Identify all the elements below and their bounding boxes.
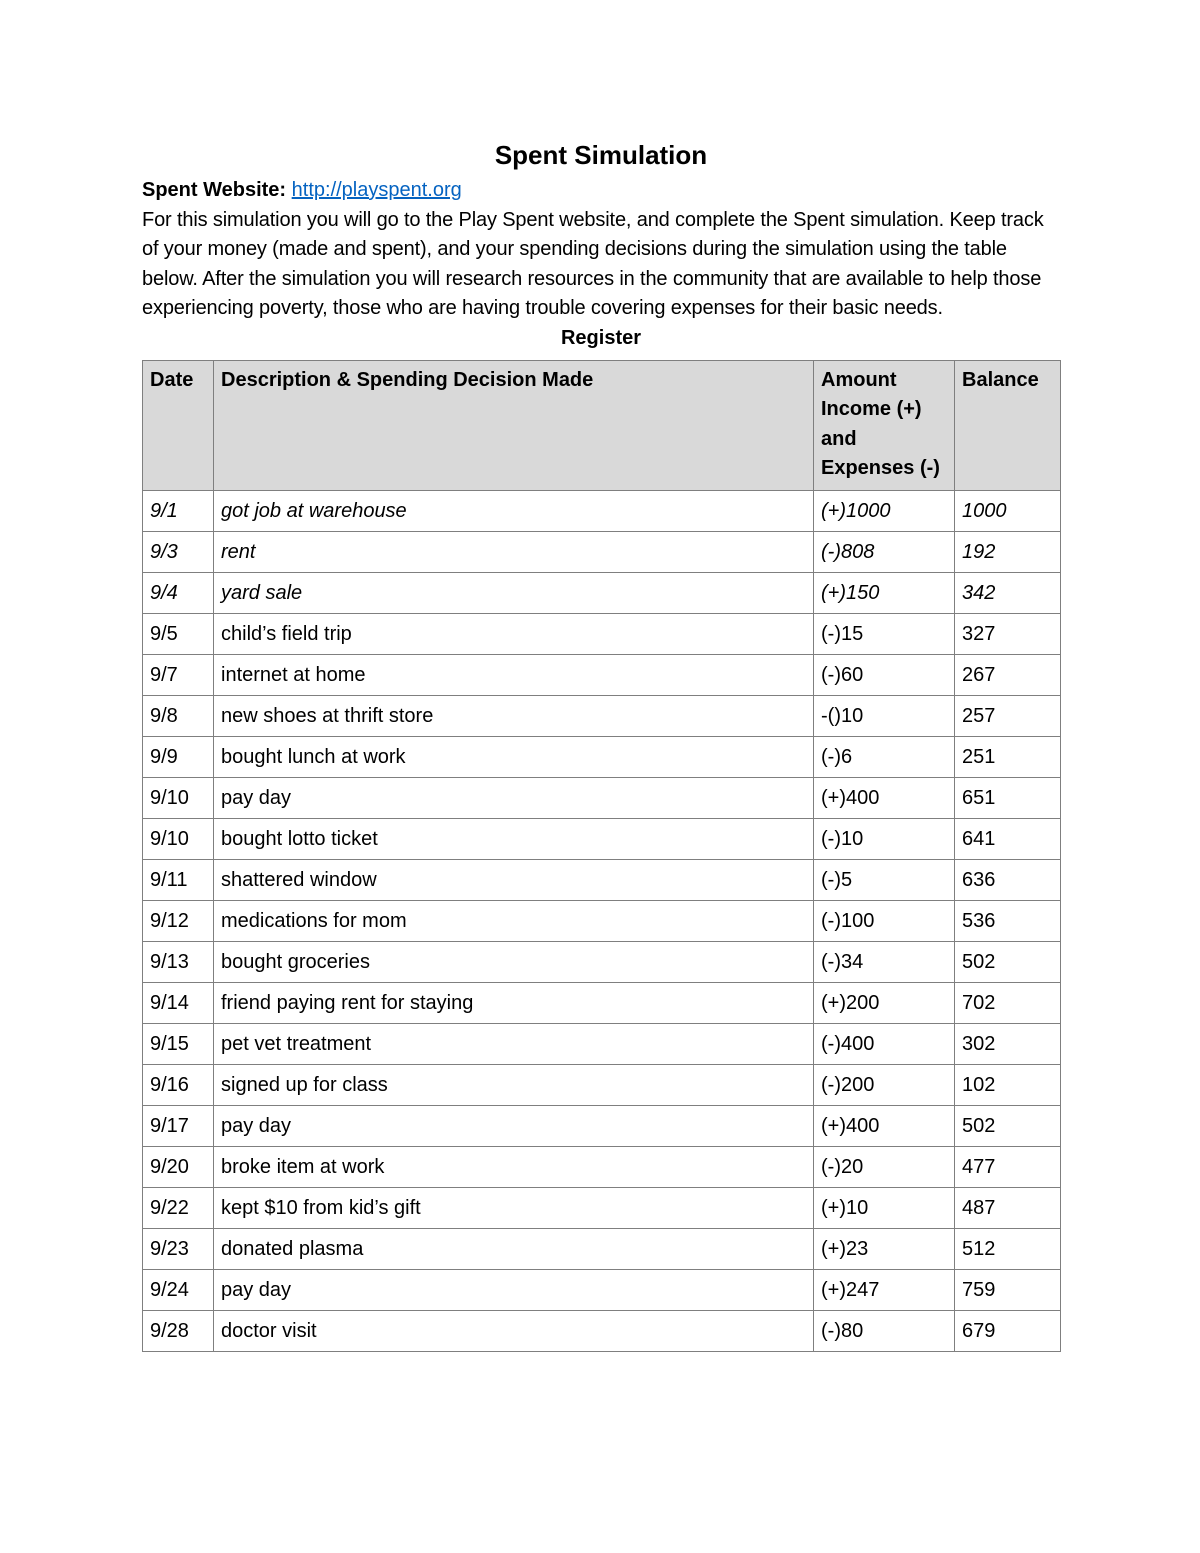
cell-date: 9/5 — [143, 613, 214, 654]
table-row — [143, 777, 1061, 818]
table-row — [143, 900, 1061, 941]
cell-balance: 487 — [955, 1187, 1061, 1228]
page-title: Spent Simulation — [494, 140, 708, 170]
cell-date: 9/14 — [143, 982, 214, 1023]
cell-description: broke item at work — [214, 1146, 814, 1187]
cell-amount: (-)6 — [814, 736, 955, 777]
cell-date: 9/28 — [143, 1310, 214, 1351]
table-row — [143, 572, 1061, 613]
cell-amount: (-)200 — [814, 1064, 955, 1105]
cell-amount: (-)34 — [814, 941, 955, 982]
cell-description: child’s field trip — [214, 613, 814, 654]
table-row — [143, 818, 1061, 859]
cell-balance: 267 — [955, 654, 1061, 695]
cell-balance: 679 — [955, 1310, 1061, 1351]
cell-amount: (+)200 — [814, 982, 955, 1023]
cell-amount: (-)100 — [814, 900, 955, 941]
cell-balance: 512 — [955, 1228, 1061, 1269]
cell-date: 9/17 — [143, 1105, 214, 1146]
cell-description: pay day — [214, 1269, 814, 1310]
cell-date: 9/1 — [143, 490, 214, 531]
cell-description: friend paying rent for staying — [214, 982, 814, 1023]
intro-paragraph: For this simulation you will go to the Play Spent website, and complete the Spent simulation. Keep track of your money (made and spent), and your spending decisions during the simulation using the table below. After the simulation you will research resources in the community that are available to help those experiencing poverty, those who are having trouble covering expenses for their basic needs. — [142, 208, 1044, 320]
cell-amount: (-)808 — [814, 531, 955, 572]
cell-amount: (-)5 — [814, 859, 955, 900]
cell-balance: 327 — [955, 613, 1061, 654]
table-row — [143, 1146, 1061, 1187]
cell-balance: 302 — [955, 1023, 1061, 1064]
table-row — [143, 1310, 1061, 1351]
table-row — [143, 695, 1061, 736]
cell-balance: 641 — [955, 818, 1061, 859]
cell-date: 9/4 — [143, 572, 214, 613]
cell-date: 9/7 — [143, 654, 214, 695]
cell-description: donated plasma — [214, 1228, 814, 1269]
cell-description: got job at warehouse — [214, 490, 814, 531]
cell-description: bought lotto ticket — [214, 818, 814, 859]
table-row — [143, 654, 1061, 695]
table-row — [143, 1064, 1061, 1105]
cell-amount: (+)400 — [814, 1105, 955, 1146]
cell-description: pay day — [214, 777, 814, 818]
cell-date: 9/10 — [143, 777, 214, 818]
register-table — [142, 360, 1061, 1352]
cell-amount: (-)10 — [814, 818, 955, 859]
cell-balance: 192 — [955, 531, 1061, 572]
cell-date: 9/9 — [143, 736, 214, 777]
cell-amount: (-)60 — [814, 654, 955, 695]
cell-description: internet at home — [214, 654, 814, 695]
cell-description: rent — [214, 531, 814, 572]
cell-date: 9/11 — [143, 859, 214, 900]
cell-date: 9/13 — [143, 941, 214, 982]
table-row — [143, 736, 1061, 777]
cell-amount: (-)20 — [814, 1146, 955, 1187]
column-header-description: Description & Spending Decision Made — [214, 360, 814, 490]
table-row — [143, 531, 1061, 572]
cell-date: 9/22 — [143, 1187, 214, 1228]
cell-balance: 759 — [955, 1269, 1061, 1310]
cell-description: pet vet treatment — [214, 1023, 814, 1064]
column-header-amount-line4: Expenses (-) — [821, 457, 940, 480]
table-row — [143, 490, 1061, 531]
cell-description: shattered window — [214, 859, 814, 900]
cell-balance: 251 — [955, 736, 1061, 777]
column-header-amount-line3: and — [821, 427, 857, 450]
cell-date: 9/3 — [143, 531, 214, 572]
table-row — [143, 941, 1061, 982]
column-header-date: Date — [143, 360, 214, 490]
cell-description: bought lunch at work — [214, 736, 814, 777]
cell-amount: -()10 — [814, 695, 955, 736]
table-row — [143, 982, 1061, 1023]
cell-date: 9/10 — [143, 818, 214, 859]
cell-description: pay day — [214, 1105, 814, 1146]
cell-balance: 502 — [955, 1105, 1061, 1146]
cell-description: bought groceries — [214, 941, 814, 982]
cell-amount: (+)247 — [814, 1269, 955, 1310]
cell-date: 9/24 — [143, 1269, 214, 1310]
cell-date: 9/8 — [143, 695, 214, 736]
cell-description: signed up for class — [214, 1064, 814, 1105]
document-page — [142, 138, 1060, 1352]
cell-description: yard sale — [214, 572, 814, 613]
cell-balance: 651 — [955, 777, 1061, 818]
cell-description: medications for mom — [214, 900, 814, 941]
table-row — [143, 1023, 1061, 1064]
cell-amount: (-)15 — [814, 613, 955, 654]
table-row — [143, 859, 1061, 900]
cell-amount: (+)23 — [814, 1228, 955, 1269]
cell-date: 9/23 — [143, 1228, 214, 1269]
register-heading: Register — [560, 326, 642, 349]
cell-date: 9/16 — [143, 1064, 214, 1105]
column-header-balance: Balance — [955, 360, 1061, 490]
cell-balance: 702 — [955, 982, 1061, 1023]
cell-description: doctor visit — [214, 1310, 814, 1351]
table-row — [143, 613, 1061, 654]
website-label: Spent Website: — [142, 179, 287, 201]
cell-date: 9/12 — [143, 900, 214, 941]
cell-description: new shoes at thrift store — [214, 695, 814, 736]
cell-balance: 342 — [955, 572, 1061, 613]
cell-balance: 477 — [955, 1146, 1061, 1187]
cell-balance: 536 — [955, 900, 1061, 941]
cell-date: 9/20 — [143, 1146, 214, 1187]
table-row — [143, 1187, 1061, 1228]
column-header-amount-line2: Income (+) — [821, 398, 922, 421]
table-row — [143, 1269, 1061, 1310]
cell-amount: (-)400 — [814, 1023, 955, 1064]
register-body — [143, 490, 1061, 1351]
cell-date: 9/15 — [143, 1023, 214, 1064]
cell-balance: 502 — [955, 941, 1061, 982]
website-link[interactable]: http://playspent.org — [291, 179, 462, 201]
cell-description: kept $10 from kid’s gift — [214, 1187, 814, 1228]
column-header-amount — [814, 360, 955, 490]
cell-balance: 1000 — [955, 490, 1061, 531]
cell-amount: (+)400 — [814, 777, 955, 818]
website-line — [142, 176, 1060, 206]
cell-balance: 257 — [955, 695, 1061, 736]
cell-balance: 102 — [955, 1064, 1061, 1105]
table-row — [143, 1105, 1061, 1146]
table-row — [143, 1228, 1061, 1269]
cell-amount: (+)150 — [814, 572, 955, 613]
cell-amount: (+)10 — [814, 1187, 955, 1228]
register-header-row — [143, 360, 1061, 490]
column-header-amount-line1: Amount — [821, 368, 897, 391]
cell-amount: (+)1000 — [814, 490, 955, 531]
cell-amount: (-)80 — [814, 1310, 955, 1351]
cell-balance: 636 — [955, 859, 1061, 900]
